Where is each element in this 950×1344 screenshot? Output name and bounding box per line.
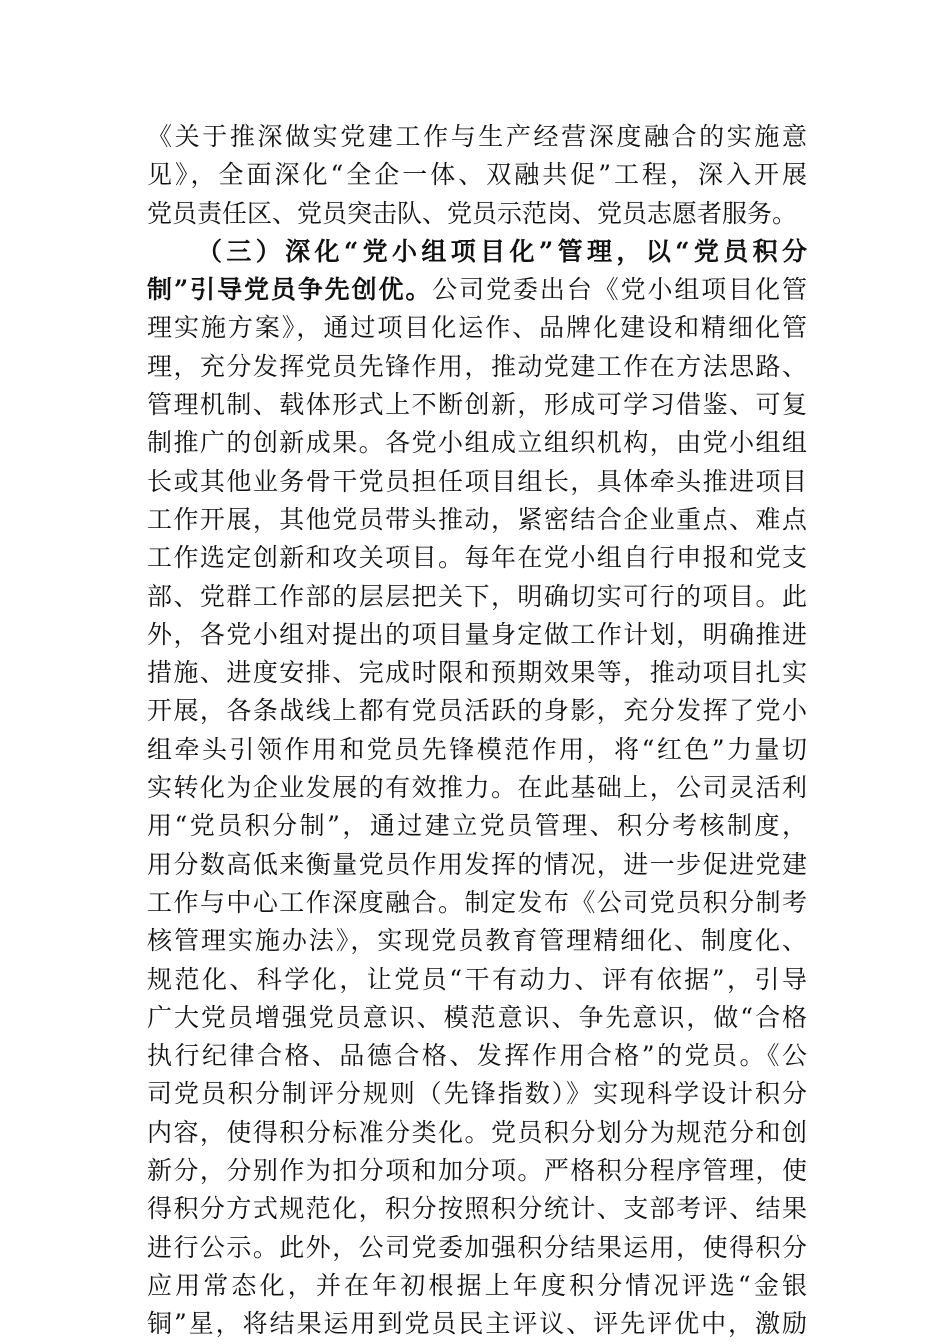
line-text: 措施、进度安排、完成时限和预期效果等，推动项目扎实	[147, 658, 807, 688]
line-text: 内容，使得积分标准分类化。党员积分划分为规范分和创	[147, 1117, 807, 1147]
line-text: 应用常态化，并在年初根据上年度积分情况评选“金银	[147, 1270, 807, 1300]
line-text: 司党员积分制评分规则（先锋指数）》实现科学设计积分	[147, 1079, 807, 1109]
line-text: 用分数高低来衡量党员作用发挥的情况，进一步促进党建	[147, 849, 807, 879]
text-line	[147, 1037, 807, 1075]
section-heading-end: 制”引导党员争先创优。	[147, 275, 433, 305]
line-text: 工作选定创新和攻关项目。每年在党小组自行申报和党支	[147, 543, 807, 573]
line-text: 组牵头引领作用和党员先锋模范作用，将“红色”力量切	[147, 734, 807, 764]
section-heading-line	[147, 233, 807, 271]
text-line	[147, 807, 807, 845]
line-text: 见》，全面深化“全企一体、双融共促”工程，深入开展	[147, 160, 807, 190]
line-text: 得积分方式规范化，积分按照积分统计、支部考评、结果	[147, 1194, 807, 1224]
text-line	[147, 348, 807, 386]
text-line	[147, 731, 807, 769]
text-line	[147, 692, 807, 730]
line-text: 开展，各条战线上都有党员活跃的身影，充分发挥了党小	[147, 696, 807, 726]
line-text: 新分，分别作为扣分项和加分项。严格积分程序管理，使	[147, 1156, 807, 1186]
text-line	[147, 769, 807, 807]
text-line	[147, 1267, 807, 1305]
line-text: 部、党群工作部的层层把关下，明确切实可行的项目。此	[147, 581, 807, 611]
text-line	[147, 195, 807, 233]
text-line	[147, 999, 807, 1037]
text-line	[147, 539, 807, 577]
text-line	[147, 463, 807, 501]
line-text: 广大党员增强党员意识、模范意识、争先意识，做“合格	[147, 1002, 807, 1032]
text-line	[147, 884, 807, 922]
text-line	[147, 578, 807, 616]
text-line	[147, 616, 807, 654]
body-text	[147, 118, 807, 1344]
text-line	[147, 271, 807, 309]
line-text: 《关于推深做实党建工作与生产经营深度融合的实施意	[147, 122, 807, 151]
line-text: 实转化为企业发展的有效推力。在此基础上，公司灵活利	[147, 773, 807, 803]
line-text: 管理机制、载体形式上不断创新，形成可学习借鉴、可复	[147, 390, 807, 420]
line-text: 用“党员积分制”，通过建立党员管理、积分考核制度，	[147, 811, 807, 841]
text-line	[147, 1152, 807, 1190]
line-text: 工作开展，其他党员带头推动，紧密结合企业重点、难点	[147, 504, 807, 534]
line-text: 外，各党小组对提出的项目量身定做工作计划，明确推进	[147, 619, 807, 649]
text-line	[147, 118, 807, 156]
section-heading: （三）深化“党小组项目化”管理，以“党员积分	[197, 236, 807, 266]
text-line	[147, 1075, 807, 1113]
line-text: 规范化、科学化，让党员“干有动力、评有依据”，引导	[147, 964, 807, 994]
text-line	[147, 424, 807, 462]
text-line	[147, 1305, 807, 1343]
line-text: 制推广的创新成果。各党小组成立组织机构，由党小组组	[147, 428, 807, 458]
line-text: 执行纪律合格、品德合格、发挥作用合格”的党员。《公	[147, 1041, 807, 1071]
line-text: 公司党委出台《党小组项目化管	[432, 275, 807, 305]
text-line	[147, 1190, 807, 1228]
text-line	[147, 501, 807, 539]
text-line	[147, 1114, 807, 1152]
text-line	[147, 961, 807, 999]
text-line	[147, 156, 807, 194]
text-line	[147, 654, 807, 692]
text-line	[147, 846, 807, 884]
text-line	[147, 922, 807, 960]
line-text: 进行公示。此外，公司党委加强积分结果运用，使得积分	[147, 1232, 807, 1262]
line-text: 党员责任区、党员突击队、党员示范岗、党员志愿者服务。	[147, 198, 798, 228]
line-text: 工作与中心工作深度融合。制定发布《公司党员积分制考	[147, 887, 807, 917]
line-text: 核管理实施办法》，实现党员教育管理精细化、制度化、	[147, 926, 807, 956]
line-text: 铜”星，将结果运用到党员民主评议、评先评优中，激励	[147, 1309, 807, 1339]
line-text: 理实施方案》，通过项目化运作、品牌化建设和精细化管	[147, 313, 807, 343]
text-line	[147, 386, 807, 424]
line-text: 理，充分发挥党员先锋作用，推动党建工作在方法思路、	[147, 351, 807, 381]
text-line	[147, 1229, 807, 1267]
text-line	[147, 309, 807, 347]
line-text: 长或其他业务骨干党员担任项目组长，具体牵头推进项目	[147, 466, 807, 496]
